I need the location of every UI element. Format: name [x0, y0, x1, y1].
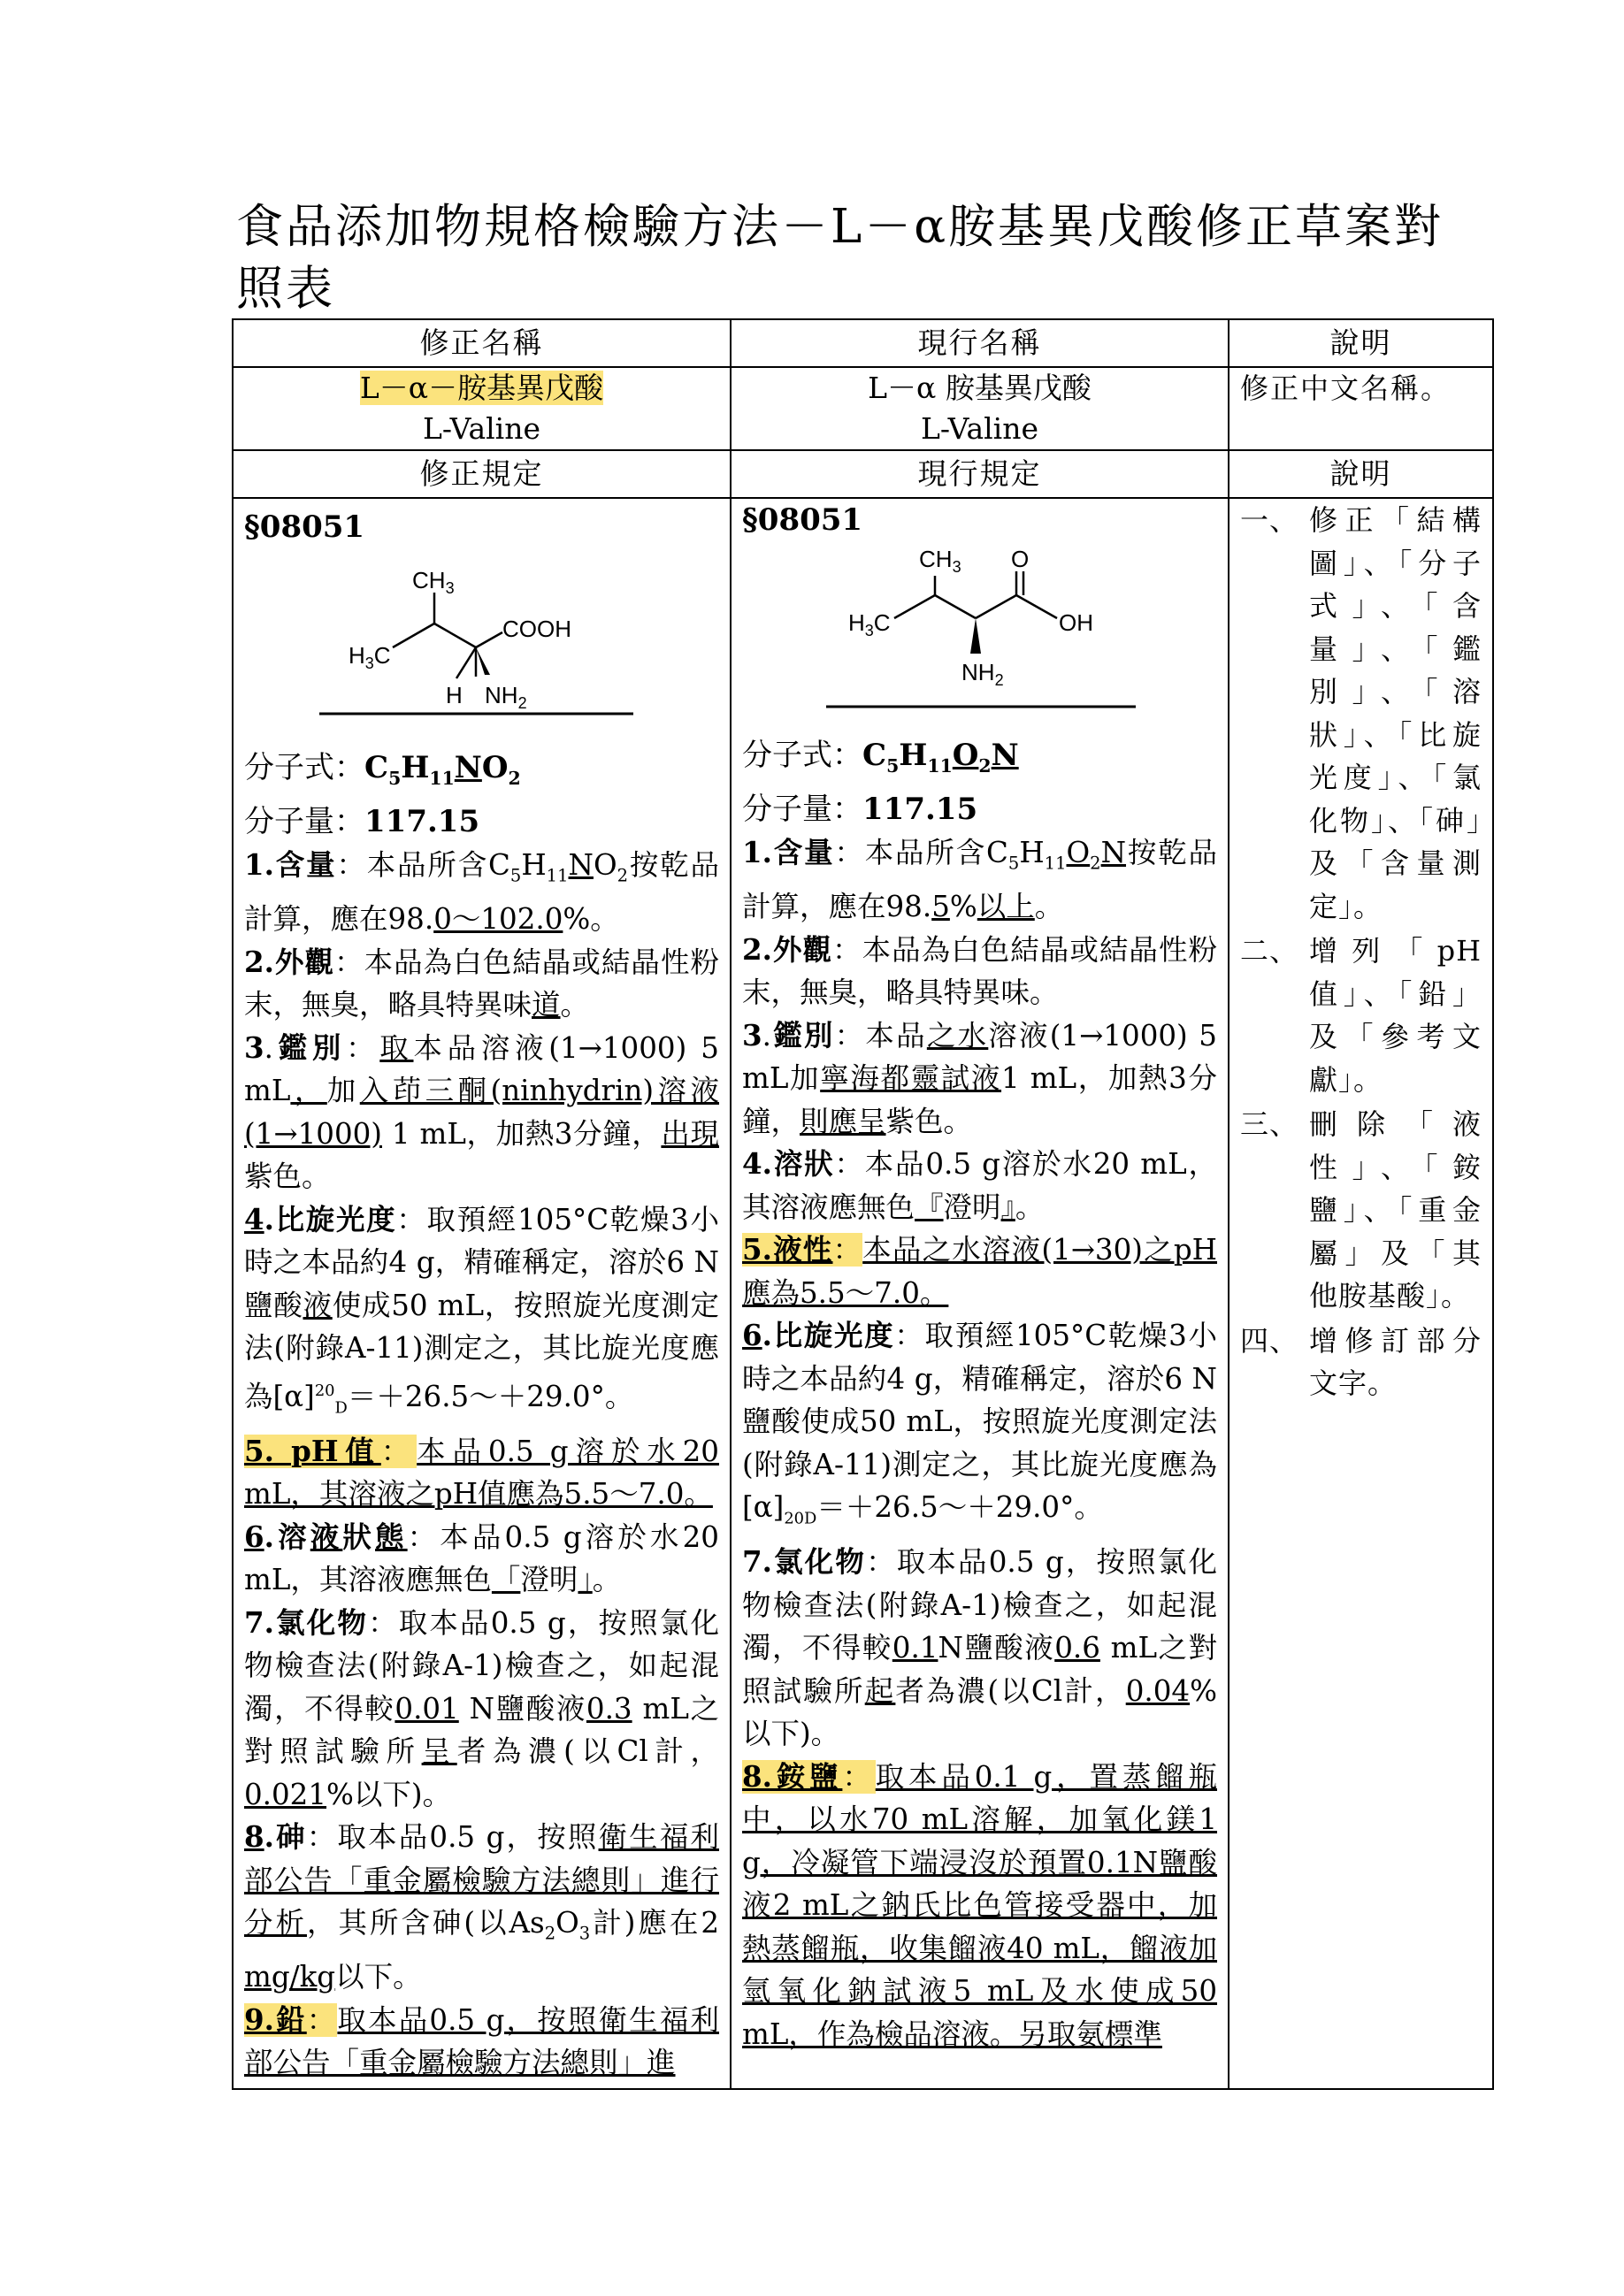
- current-name-cn: L－α 胺基異戊酸: [868, 371, 1092, 405]
- name-note: 修正中文名稱。: [1229, 367, 1493, 450]
- revised-weight-line: 分子量：117.15: [244, 804, 480, 840]
- comparison-table: [232, 318, 1494, 2090]
- revised-label-ch3: $CH_3$: [412, 566, 455, 597]
- revised-item-optical-rotation: 4.比旋光度：取預經105°C乾燥3小時之本品約4 g，精確稱定，溶於6 N鹽酸液使成50 mL，按照旋光度測定法(附錄A-11)測定之，其比旋光度應為$[\alpha]^{20}_D=+26.5\sim+29.0^\circ$。: [244, 1201, 719, 1418]
- revised-item-appearance: 2.外觀：本品為白色結晶或結晶性粉末，無臭，略具特異味道。: [244, 944, 719, 1022]
- current-structure-diagram: [742, 540, 1217, 708]
- revised-item-ph: 5. pH值：本品0.5 g溶於水20 mL，其溶液之pH值應為5.5～7.0。: [244, 1433, 719, 1512]
- revised-label-h3c: $H_3C$: [349, 641, 391, 672]
- current-item-assay: 1.含量：本品所含$C_5H_{11}O_2N$按乾品計算，應在98.5%以上。: [742, 835, 1217, 924]
- current-item-chloride: 7.氯化物：取本品0.5 g，按照氯化物檢查法(附錄A-1)檢查之，如起混濁，不得較0.1N鹽酸液0.6 mL之對照試驗所起者為濃(以Cl計，0.04%以下)。: [742, 1544, 1217, 1751]
- current-label-h3c: $H_3C$: [848, 608, 891, 639]
- current-item-liquidity: 5.液性：本品之水溶液(1→30)之pH應為5.5～7.0。: [742, 1232, 1217, 1310]
- current-label-nh2: $NH_2$: [961, 658, 1004, 689]
- note-item: 一、 修正「結構圖」、「分子式」、「含量」、「鑑別」、「溶狀」、「比旋光度」、「氯化物」、「砷」及「含量測定」。: [1240, 503, 1482, 923]
- header-current-rule: 現行規定: [731, 450, 1229, 498]
- current-weight-line: 分子量：117.15: [742, 792, 978, 828]
- revised-label-cooh: COOH: [502, 615, 571, 642]
- current-rule-cell: [731, 498, 1229, 2089]
- revised-item-identification: 3.鑑別：取本品溶液(1→1000) 5 mL，加入茚三酮(ninhydrin)溶液(1→1000) 1 mL，加熱3分鐘，出現紫色。: [244, 1029, 719, 1194]
- current-item-ammonium: 8.銨鹽：取本品0.1 g，置蒸餾瓶中，以水70 mL溶解，加氧化鎂1 g，冷凝管下端浸沒於預置0.1N鹽酸液2 mL之鈉氏比色管接受器中，加熱蒸餾瓶，收集餾液40 mL，餾液加氫氧化鈉試液5 mL及水使成50 mL，作為檢品溶液。另取氨標準: [742, 1758, 1217, 2051]
- revised-item-solution-state: 6.溶液狀態：本品0.5 g溶於水20 mL，其溶液應無色「澄明」。: [244, 1519, 719, 1597]
- current-formula-line: 分子式：$C_5H_{11}O_2N$: [742, 737, 1019, 777]
- revised-structure-diagram: [244, 553, 719, 721]
- revised-label-nh2: $NH_2$: [485, 681, 527, 712]
- revised-code: §08051: [244, 509, 365, 545]
- current-name-cell: [731, 367, 1229, 450]
- note-item: 四、 增修訂部分文字。: [1240, 1323, 1482, 1400]
- current-item-appearance: 2.外觀：本品為白色結晶或結晶性粉末，無臭，略具特異味。: [742, 931, 1217, 1010]
- current-label-o: O: [1011, 545, 1030, 572]
- current-item-optical-rotation: 6.比旋光度：取預經105°C乾燥3小時之本品約4 g，精確稱定，溶於6 N鹽酸使成50 mL，按照旋光度測定法(附錄A-11)測定之，其比旋光度應為$[\alpha]_{20D}=+26.5\sim+29.0^\circ$。: [742, 1318, 1217, 1528]
- header-explanation-2: 說明: [1229, 450, 1493, 498]
- revised-item-chloride: 7.氯化物：取本品0.5 g，按照氯化物檢查法(附錄A-1)檢查之，如起混濁，不得較0.01 N鹽酸液0.3 mL之對照試驗所呈者為濃(以Cl計，0.021%以下)。: [244, 1604, 719, 1811]
- explanation-notes-cell: [1229, 498, 1493, 2089]
- header-explanation: 說明: [1229, 319, 1493, 367]
- current-item-solubility: 4.溶狀：本品0.5 g溶於水20 mL，其溶液應無色『澄明』。: [742, 1146, 1217, 1224]
- current-label-oh: OH: [1059, 608, 1093, 636]
- page-title: 食品添加物規格檢驗方法－L－α胺基異戊酸修正草案對照表: [236, 200, 1444, 316]
- revised-name-cn: L－α－胺基異戊酸: [359, 371, 604, 405]
- note-item: 三、 刪除「液性」、「銨鹽」、「重金屬」及「其他胺基酸」。: [1240, 1107, 1482, 1313]
- revised-formula-line: 分子式：$C_5H_{11}NO_2$: [244, 749, 521, 789]
- revised-name-en: L-Valine: [422, 411, 541, 446]
- current-code: §08051: [742, 502, 863, 538]
- current-label-ch3: $CH_3$: [919, 545, 961, 576]
- revised-item-arsenic: 8.砷：取本品0.5 g，按照衛生福利部公告「重金屬檢驗方法總則」進行分析，其所含砷(以$As_2O_3$計)應在2 mg/kg以下。: [244, 1819, 719, 1994]
- revised-label-h: H: [446, 681, 463, 708]
- header-revised-name: 修正名稱: [233, 319, 731, 367]
- header-revised-rule: 修正規定: [233, 450, 731, 498]
- revised-name-cell: [233, 367, 731, 450]
- header-current-name: 現行名稱: [731, 319, 1229, 367]
- current-item-identification: 3.鑑別：本品之水溶液(1→1000) 5 mL加寧海都靈試液1 mL，加熱3分鐘，則應呈紫色。: [742, 1017, 1217, 1138]
- revised-item-lead: 9.鉛：取本品0.5 g，按照衛生福利部公告「重金屬檢驗方法總則」進: [244, 2001, 719, 2080]
- note-item: 二、 增列「pH值」、「鉛」及「參考文獻」。: [1240, 934, 1482, 1097]
- current-name-en: L-Valine: [920, 411, 1039, 446]
- revised-item-assay: 1.含量：本品所含$C_5H_{11}NO_2$按乾品計算，應在98.0～102.0%。: [244, 847, 719, 937]
- revised-rule-cell: [233, 498, 731, 2089]
